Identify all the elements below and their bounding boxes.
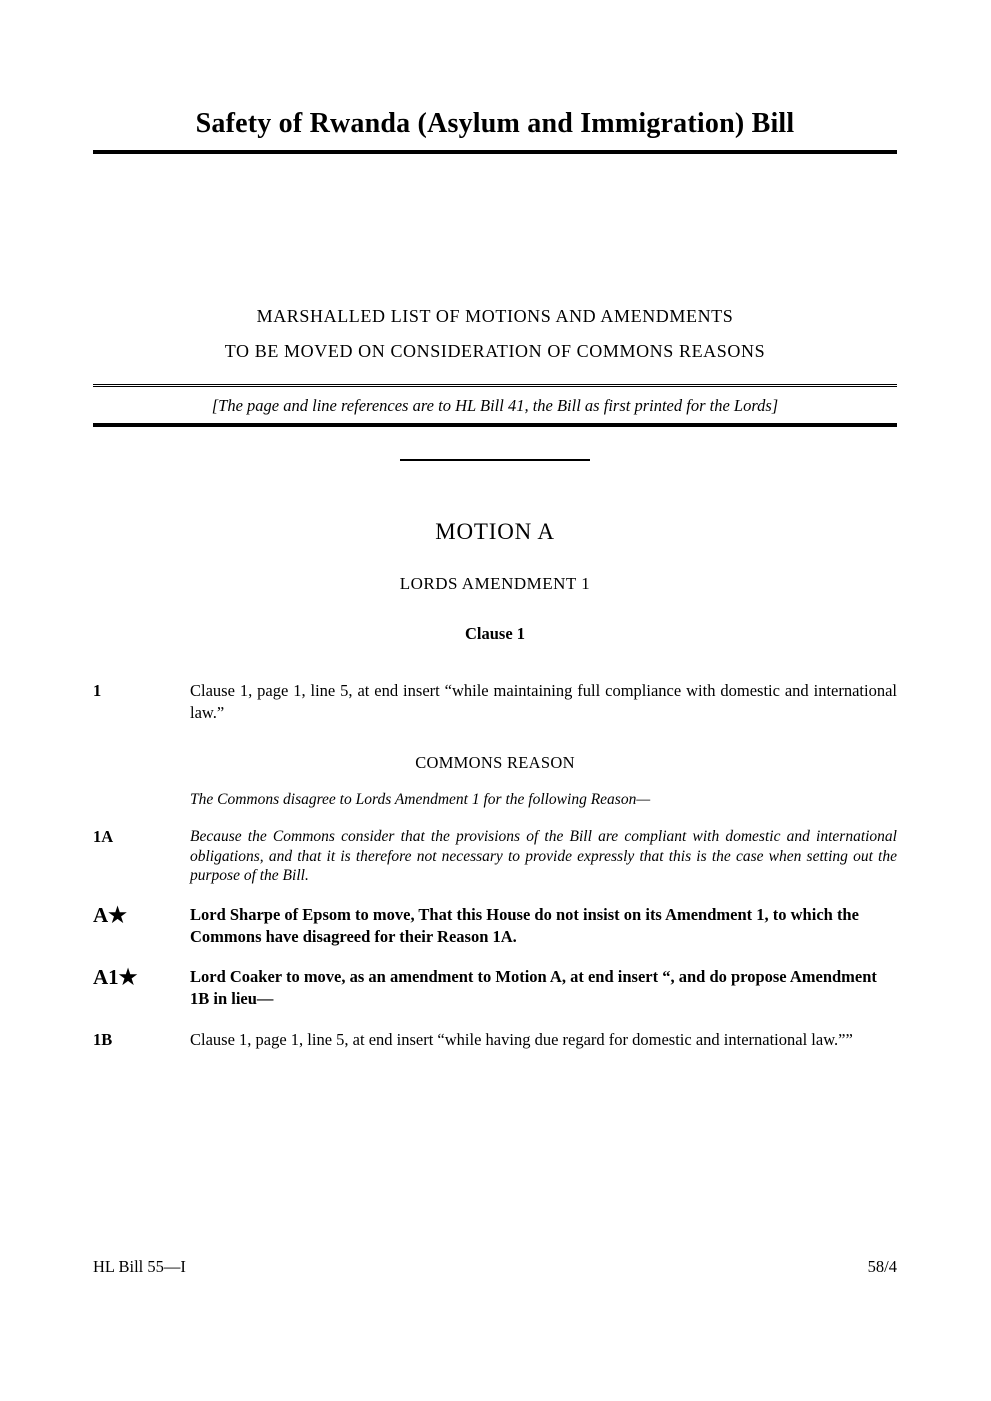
- amendment-text-1B: Clause 1, page 1, line 5, at end insert “while having due regard for domestic and international law.””: [190, 1029, 853, 1049]
- motion-text-A: Lord Sharpe of Epsom to move, That this House do not insist on its Amendment 1, to which the Commons have disagreed for their Reason 1A.: [190, 904, 859, 946]
- lords-amendment-heading: LORDS AMENDMENT 1: [399, 574, 591, 593]
- motion-entry-A1: [93, 966, 897, 1010]
- note-bottom-rule: [93, 423, 897, 427]
- section-separator-rule: [400, 459, 590, 461]
- motion-text-A1: Lord Coaker to move, as an amendment to Motion A, at end insert “, and do propose Amendment 1B in lieu—: [190, 966, 877, 1008]
- motion-marker-A: A★: [93, 902, 127, 927]
- amendment-marker-1B: 1B: [93, 1029, 113, 1049]
- title-double-rule: [93, 150, 897, 154]
- reason-text-1A: Because the Commons consider that the provisions of the Bill are compliant with domestic and international obligations, and that it is therefore not necessary to provide expressly that this is the case when setting out the purpose of the Bill.: [190, 828, 897, 884]
- commons-reason-intro: The Commons disagree to Lords Amendment 1 for the following Reason—: [190, 791, 651, 808]
- clause-heading: Clause 1: [464, 624, 526, 643]
- page-footer: [93, 1257, 897, 1277]
- amendment-marker-1: 1: [93, 681, 102, 700]
- marshalled-heading-line1: MARSHALLED LIST OF MOTIONS AND AMENDMENTS: [256, 306, 734, 326]
- reference-note: [The page and line references are to HL Bill 41, the Bill as first printed for the Lords]: [211, 396, 779, 415]
- footer-page-ref: 58/4: [867, 1257, 897, 1276]
- amendment-entry-1: [93, 680, 897, 724]
- reason-marker-1A: 1A: [93, 827, 114, 846]
- motion-marker-A1: A1★: [93, 964, 138, 989]
- amendment-entry-1B: [93, 1029, 897, 1051]
- footer-bill-number: HL Bill 55—I: [93, 1257, 186, 1276]
- amendment-text-1: Clause 1, page 1, line 5, at end insert “while maintaining full compliance with domestic and international law.”: [190, 681, 897, 722]
- commons-reason-entry-1A: [93, 827, 897, 886]
- motion-entry-A: [93, 904, 897, 948]
- motion-a-heading: MOTION A: [435, 519, 555, 544]
- note-top-rule: [93, 384, 897, 387]
- marshalled-heading-line2: TO BE MOVED ON CONSIDERATION OF COMMONS REASONS: [224, 341, 766, 361]
- commons-reason-heading: COMMONS REASON: [415, 753, 575, 772]
- bill-title: Safety of Rwanda (Asylum and Immigration) Bill: [195, 108, 795, 139]
